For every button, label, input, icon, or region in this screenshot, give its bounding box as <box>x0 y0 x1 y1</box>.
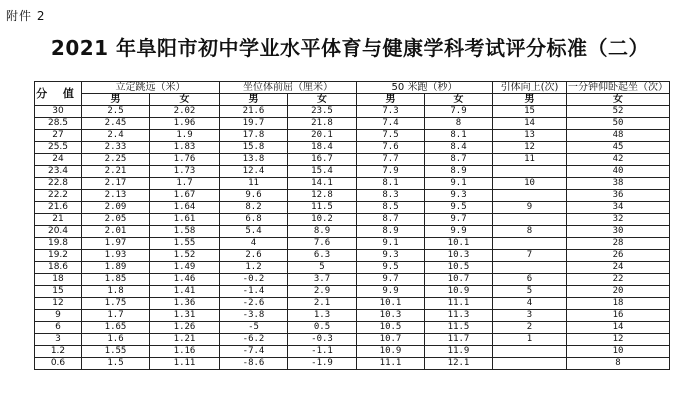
pull-ups-male-cell: 5 <box>493 286 567 298</box>
run-50m-female-cell: 11.1 <box>425 298 493 310</box>
table-row <box>35 214 670 226</box>
table-row <box>35 166 670 178</box>
sit-reach-female-cell: 6.3 <box>288 250 357 262</box>
long-jump-male-cell: 2.5 <box>82 106 150 118</box>
pull-ups-male-cell <box>493 190 567 202</box>
run-50m-male-cell: 10.9 <box>357 346 425 358</box>
table-row <box>35 358 670 370</box>
pull-ups-male-cell <box>493 262 567 274</box>
sit-reach-female-cell: 12.8 <box>288 190 357 202</box>
long-jump-male-cell: 1.6 <box>82 334 150 346</box>
run-50m-female-cell: 9.5 <box>425 202 493 214</box>
table-row <box>35 142 670 154</box>
sit-reach-male-cell: -5 <box>220 322 288 334</box>
header-50m-run: 50 米跑（秒） <box>357 82 493 94</box>
header-row-genders <box>35 94 670 106</box>
pull-ups-male-cell: 13 <box>493 130 567 142</box>
run-50m-female-cell: 8.9 <box>425 166 493 178</box>
long-jump-male-cell: 1.55 <box>82 346 150 358</box>
sit-reach-male-cell: -0.2 <box>220 274 288 286</box>
long-jump-female-cell: 1.61 <box>150 214 220 226</box>
run-50m-female-cell: 8 <box>425 118 493 130</box>
long-jump-female-cell: 1.67 <box>150 190 220 202</box>
pull-ups-male-cell: 11 <box>493 154 567 166</box>
gender-header-female: 女 <box>288 94 357 106</box>
long-jump-female-cell: 1.83 <box>150 142 220 154</box>
sit-reach-female-cell: 5 <box>288 262 357 274</box>
header-sit-and-reach: 坐位体前屈（厘米） <box>220 82 357 94</box>
sit-reach-male-cell: 2.6 <box>220 250 288 262</box>
sit-reach-male-cell: 19.7 <box>220 118 288 130</box>
long-jump-male-cell: 2.45 <box>82 118 150 130</box>
run-50m-male-cell: 7.5 <box>357 130 425 142</box>
sit-reach-female-cell: 16.7 <box>288 154 357 166</box>
pull-ups-male-cell: 8 <box>493 226 567 238</box>
scoring-standard-table <box>34 81 670 370</box>
sit-ups-female-cell: 38 <box>567 178 670 190</box>
table-row <box>35 202 670 214</box>
sit-ups-female-cell: 45 <box>567 142 670 154</box>
run-50m-male-cell: 10.3 <box>357 310 425 322</box>
sit-reach-female-cell: 21.8 <box>288 118 357 130</box>
run-50m-male-cell: 7.9 <box>357 166 425 178</box>
run-50m-female-cell: 9.7 <box>425 214 493 226</box>
score-cell: 15 <box>35 286 82 298</box>
pull-ups-male-cell: 2 <box>493 322 567 334</box>
gender-header-female: 女 <box>567 94 670 106</box>
long-jump-male-cell: 1.5 <box>82 358 150 370</box>
long-jump-female-cell: 1.36 <box>150 298 220 310</box>
attachment-label: 附件 2 <box>6 9 46 23</box>
long-jump-male-cell: 1.7 <box>82 310 150 322</box>
sit-ups-female-cell: 28 <box>567 238 670 250</box>
sit-reach-male-cell: -8.6 <box>220 358 288 370</box>
table-row <box>35 238 670 250</box>
sit-reach-female-cell: 10.2 <box>288 214 357 226</box>
run-50m-male-cell: 8.5 <box>357 202 425 214</box>
pull-ups-male-cell <box>493 238 567 250</box>
run-50m-female-cell: 9.1 <box>425 178 493 190</box>
table-row <box>35 154 670 166</box>
run-50m-male-cell: 7.7 <box>357 154 425 166</box>
run-50m-male-cell: 9.7 <box>357 274 425 286</box>
pull-ups-male-cell: 1 <box>493 334 567 346</box>
sit-reach-female-cell: 18.4 <box>288 142 357 154</box>
score-cell: 25.5 <box>35 142 82 154</box>
run-50m-female-cell: 8.1 <box>425 130 493 142</box>
long-jump-male-cell: 2.17 <box>82 178 150 190</box>
pull-ups-male-cell: 6 <box>493 274 567 286</box>
long-jump-female-cell: 1.64 <box>150 202 220 214</box>
score-cell: 24 <box>35 154 82 166</box>
sit-reach-male-cell: -6.2 <box>220 334 288 346</box>
pull-ups-male-cell: 15 <box>493 106 567 118</box>
sit-ups-female-cell: 14 <box>567 322 670 334</box>
long-jump-female-cell: 1.26 <box>150 322 220 334</box>
sit-reach-female-cell: 15.4 <box>288 166 357 178</box>
sit-reach-male-cell: 11 <box>220 178 288 190</box>
long-jump-female-cell: 1.16 <box>150 346 220 358</box>
sit-reach-female-cell: -1.9 <box>288 358 357 370</box>
sit-reach-male-cell: 9.6 <box>220 190 288 202</box>
run-50m-male-cell: 10.1 <box>357 298 425 310</box>
sit-reach-male-cell: -3.8 <box>220 310 288 322</box>
score-cell: 1.2 <box>35 346 82 358</box>
sit-reach-female-cell: -0.3 <box>288 334 357 346</box>
run-50m-female-cell: 10.3 <box>425 250 493 262</box>
sit-reach-female-cell: 2.9 <box>288 286 357 298</box>
pull-ups-male-cell: 7 <box>493 250 567 262</box>
long-jump-male-cell: 1.65 <box>82 322 150 334</box>
long-jump-female-cell: 1.76 <box>150 154 220 166</box>
score-cell: 3 <box>35 334 82 346</box>
header-standing-long-jump: 立定跳远（米） <box>82 82 220 94</box>
long-jump-male-cell: 2.25 <box>82 154 150 166</box>
sit-reach-male-cell: 5.4 <box>220 226 288 238</box>
long-jump-male-cell: 1.93 <box>82 250 150 262</box>
score-cell: 19.2 <box>35 250 82 262</box>
long-jump-male-cell: 2.09 <box>82 202 150 214</box>
gender-header-male: 男 <box>82 94 150 106</box>
document-title: 2021 年阜阳市初中学业水平体育与健康学科考试评分标准（二） <box>50 36 650 60</box>
long-jump-male-cell: 1.89 <box>82 262 150 274</box>
sit-reach-male-cell: 4 <box>220 238 288 250</box>
sit-ups-female-cell: 50 <box>567 118 670 130</box>
long-jump-female-cell: 1.52 <box>150 250 220 262</box>
sit-reach-male-cell: -1.4 <box>220 286 288 298</box>
sit-ups-female-cell: 18 <box>567 298 670 310</box>
header-sit-ups: 一分钟仰卧起坐（次） <box>568 82 668 93</box>
run-50m-female-cell: 9.3 <box>425 190 493 202</box>
run-50m-male-cell: 10.5 <box>357 322 425 334</box>
run-50m-female-cell: 8.7 <box>425 154 493 166</box>
sit-ups-female-cell: 40 <box>567 166 670 178</box>
score-cell: 21.6 <box>35 202 82 214</box>
run-50m-male-cell: 8.1 <box>357 178 425 190</box>
sit-ups-female-cell: 36 <box>567 190 670 202</box>
long-jump-male-cell: 2.05 <box>82 214 150 226</box>
long-jump-female-cell: 1.46 <box>150 274 220 286</box>
score-cell: 18 <box>35 274 82 286</box>
long-jump-male-cell: 2.13 <box>82 190 150 202</box>
sit-reach-female-cell: 14.1 <box>288 178 357 190</box>
table-row <box>35 226 670 238</box>
table-row <box>35 178 670 190</box>
table-row <box>35 274 670 286</box>
score-cell: 20.4 <box>35 226 82 238</box>
long-jump-female-cell: 1.31 <box>150 310 220 322</box>
run-50m-female-cell: 10.1 <box>425 238 493 250</box>
long-jump-female-cell: 1.9 <box>150 130 220 142</box>
score-cell: 30 <box>35 106 82 118</box>
pull-ups-male-cell <box>493 346 567 358</box>
run-50m-male-cell: 8.9 <box>357 226 425 238</box>
sit-reach-female-cell: 7.6 <box>288 238 357 250</box>
sit-ups-female-cell: 52 <box>567 106 670 118</box>
pull-ups-male-cell: 9 <box>493 202 567 214</box>
long-jump-male-cell: 2.4 <box>82 130 150 142</box>
sit-ups-female-cell: 48 <box>567 130 670 142</box>
long-jump-male-cell: 1.85 <box>82 274 150 286</box>
run-50m-female-cell: 11.3 <box>425 310 493 322</box>
long-jump-female-cell: 1.96 <box>150 118 220 130</box>
sit-reach-male-cell: 13.8 <box>220 154 288 166</box>
sit-reach-male-cell: -2.6 <box>220 298 288 310</box>
sit-ups-female-cell: 10 <box>567 346 670 358</box>
pull-ups-male-cell: 14 <box>493 118 567 130</box>
score-cell: 22.2 <box>35 190 82 202</box>
sit-ups-female-cell: 30 <box>567 226 670 238</box>
long-jump-male-cell: 1.97 <box>82 238 150 250</box>
run-50m-female-cell: 11.9 <box>425 346 493 358</box>
long-jump-male-cell: 1.8 <box>82 286 150 298</box>
score-column-header: 分 值 <box>35 82 82 106</box>
sit-reach-female-cell: 2.1 <box>288 298 357 310</box>
gender-header-female: 女 <box>425 94 493 106</box>
long-jump-female-cell: 1.55 <box>150 238 220 250</box>
sit-reach-male-cell: -7.4 <box>220 346 288 358</box>
run-50m-male-cell: 8.3 <box>357 190 425 202</box>
sit-ups-female-cell: 8 <box>567 358 670 370</box>
table-row <box>35 190 670 202</box>
table-row <box>35 310 670 322</box>
run-50m-male-cell: 9.9 <box>357 286 425 298</box>
long-jump-female-cell: 2.02 <box>150 106 220 118</box>
sit-reach-female-cell: 20.1 <box>288 130 357 142</box>
sit-reach-male-cell: 15.8 <box>220 142 288 154</box>
sit-reach-male-cell: 21.6 <box>220 106 288 118</box>
gender-header-male: 男 <box>493 94 567 106</box>
run-50m-male-cell: 7.6 <box>357 142 425 154</box>
pull-ups-male-cell <box>493 214 567 226</box>
long-jump-female-cell: 1.49 <box>150 262 220 274</box>
gender-header-female: 女 <box>150 94 220 106</box>
gender-header-male: 男 <box>357 94 425 106</box>
score-cell: 12 <box>35 298 82 310</box>
run-50m-male-cell: 9.3 <box>357 250 425 262</box>
table-body <box>35 106 670 370</box>
pull-ups-male-cell <box>493 166 567 178</box>
table-row <box>35 322 670 334</box>
score-cell: 27 <box>35 130 82 142</box>
sit-reach-male-cell: 12.4 <box>220 166 288 178</box>
sit-reach-female-cell: 0.5 <box>288 322 357 334</box>
run-50m-female-cell: 10.9 <box>425 286 493 298</box>
score-cell: 9 <box>35 310 82 322</box>
run-50m-female-cell: 12.1 <box>425 358 493 370</box>
run-50m-male-cell: 8.7 <box>357 214 425 226</box>
long-jump-female-cell: 1.7 <box>150 178 220 190</box>
pull-ups-male-cell <box>493 358 567 370</box>
run-50m-female-cell: 10.5 <box>425 262 493 274</box>
sit-ups-female-cell: 26 <box>567 250 670 262</box>
score-cell: 0.6 <box>35 358 82 370</box>
run-50m-male-cell: 7.3 <box>357 106 425 118</box>
table-row <box>35 106 670 118</box>
long-jump-male-cell: 2.33 <box>82 142 150 154</box>
table-row <box>35 118 670 130</box>
header-pull-ups: 引体向上(次) <box>493 82 567 94</box>
score-cell: 19.8 <box>35 238 82 250</box>
long-jump-female-cell: 1.58 <box>150 226 220 238</box>
run-50m-female-cell: 11.5 <box>425 322 493 334</box>
long-jump-male-cell: 1.75 <box>82 298 150 310</box>
sit-reach-female-cell: 8.9 <box>288 226 357 238</box>
gender-header-male: 男 <box>220 94 288 106</box>
table-row <box>35 262 670 274</box>
sit-reach-female-cell: -1.1 <box>288 346 357 358</box>
table-row <box>35 346 670 358</box>
pull-ups-male-cell: 10 <box>493 178 567 190</box>
score-cell: 18.6 <box>35 262 82 274</box>
sit-ups-female-cell: 22 <box>567 274 670 286</box>
long-jump-female-cell: 1.41 <box>150 286 220 298</box>
table-row <box>35 298 670 310</box>
sit-ups-female-cell: 16 <box>567 310 670 322</box>
sit-ups-female-cell: 24 <box>567 262 670 274</box>
run-50m-male-cell: 9.5 <box>357 262 425 274</box>
pull-ups-male-cell: 12 <box>493 142 567 154</box>
long-jump-female-cell: 1.21 <box>150 334 220 346</box>
long-jump-male-cell: 2.21 <box>82 166 150 178</box>
score-cell: 21 <box>35 214 82 226</box>
pull-ups-male-cell: 3 <box>493 310 567 322</box>
long-jump-male-cell: 2.01 <box>82 226 150 238</box>
score-cell: 6 <box>35 322 82 334</box>
score-cell: 22.8 <box>35 178 82 190</box>
sit-reach-female-cell: 11.5 <box>288 202 357 214</box>
run-50m-female-cell: 10.7 <box>425 274 493 286</box>
run-50m-male-cell: 11.1 <box>357 358 425 370</box>
run-50m-female-cell: 7.9 <box>425 106 493 118</box>
long-jump-female-cell: 1.11 <box>150 358 220 370</box>
sit-ups-female-cell: 42 <box>567 154 670 166</box>
sit-reach-male-cell: 6.8 <box>220 214 288 226</box>
sit-ups-female-cell: 32 <box>567 214 670 226</box>
sit-reach-male-cell: 8.2 <box>220 202 288 214</box>
run-50m-male-cell: 9.1 <box>357 238 425 250</box>
sit-reach-female-cell: 3.7 <box>288 274 357 286</box>
run-50m-male-cell: 7.4 <box>357 118 425 130</box>
table-row <box>35 286 670 298</box>
score-cell: 28.5 <box>35 118 82 130</box>
long-jump-female-cell: 1.73 <box>150 166 220 178</box>
run-50m-male-cell: 10.7 <box>357 334 425 346</box>
sit-reach-female-cell: 1.3 <box>288 310 357 322</box>
sit-reach-female-cell: 23.5 <box>288 106 357 118</box>
run-50m-female-cell: 11.7 <box>425 334 493 346</box>
table-row <box>35 250 670 262</box>
run-50m-female-cell: 8.4 <box>425 142 493 154</box>
table-row <box>35 334 670 346</box>
pull-ups-male-cell: 4 <box>493 298 567 310</box>
score-cell: 23.4 <box>35 166 82 178</box>
run-50m-female-cell: 9.9 <box>425 226 493 238</box>
sit-ups-female-cell: 12 <box>567 334 670 346</box>
sit-ups-female-cell: 34 <box>567 202 670 214</box>
table-row <box>35 130 670 142</box>
sit-reach-male-cell: 17.8 <box>220 130 288 142</box>
sit-ups-female-cell: 20 <box>567 286 670 298</box>
header-row-groups <box>35 82 670 94</box>
sit-reach-male-cell: 1.2 <box>220 262 288 274</box>
